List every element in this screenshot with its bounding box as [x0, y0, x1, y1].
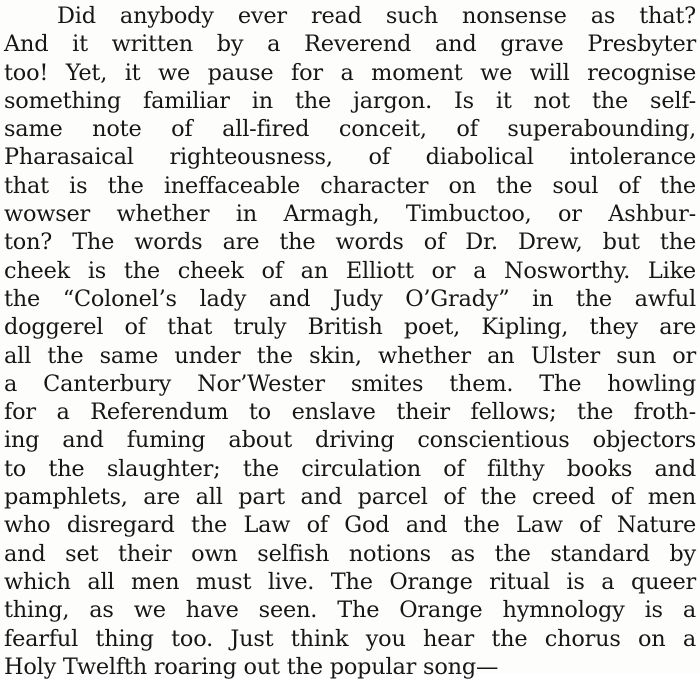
body-paragraph: [4, 2, 696, 681]
text-line: a Canterbury Nor’Wester smites them. The howling: [4, 370, 696, 397]
text-line: something familiar in the jargon. Is it not the self-: [4, 87, 696, 114]
text-line: doggerel of that truly British poet, Kipling, they are: [4, 314, 696, 341]
text-line: And it written by a Reverend and grave Presbyter: [4, 31, 696, 58]
text-line: cheek is the cheek of an Elliott or a Nosworthy. Like: [4, 257, 696, 284]
text-line: thing, as we have seen. The Orange hymnology is a: [4, 597, 696, 624]
text-line: and set their own selfish notions as the standard by: [4, 540, 696, 567]
text-line: the “Colonel’s lady and Judy O’Grady” in the awful: [4, 285, 696, 312]
text-line: to the slaughter; the circulation of filthy books and: [4, 455, 696, 482]
text-line: all the same under the skin, whether an Ulster sun or: [4, 342, 696, 369]
text-line: for a Referendum to enslave their fellows; the froth-: [4, 399, 696, 426]
text-line: same note of all-fired conceit, of superabounding,: [4, 116, 696, 143]
text-line: too! Yet, it we pause for a moment we will recognise: [4, 59, 696, 86]
text-line: Pharasaical righteousness, of diabolical intolerance: [4, 144, 696, 171]
text-line: ing and fuming about driving conscientious objectors: [4, 427, 696, 454]
text-line: who disregard the Law of God and the Law of Nature: [4, 512, 696, 539]
text-line: wowser whether in Armagh, Timbuctoo, or Ashbur-: [4, 201, 696, 228]
text-line: ton? The words are the words of Dr. Drew, but the: [4, 229, 696, 256]
text-line: pamphlets, are all part and parcel of the creed of men: [4, 484, 696, 511]
text-line: Did anybody ever read such nonsense as that?: [57, 3, 696, 29]
text-line: which all men must live. The Orange ritual is a queer: [4, 568, 696, 595]
text-line: that is the ineffaceable character on the soul of the: [4, 172, 696, 199]
text-line: Holy Twelfth roaring out the popular song—: [4, 653, 499, 680]
text-line: fearful thing too. Just think you hear the chorus on a: [4, 625, 696, 652]
